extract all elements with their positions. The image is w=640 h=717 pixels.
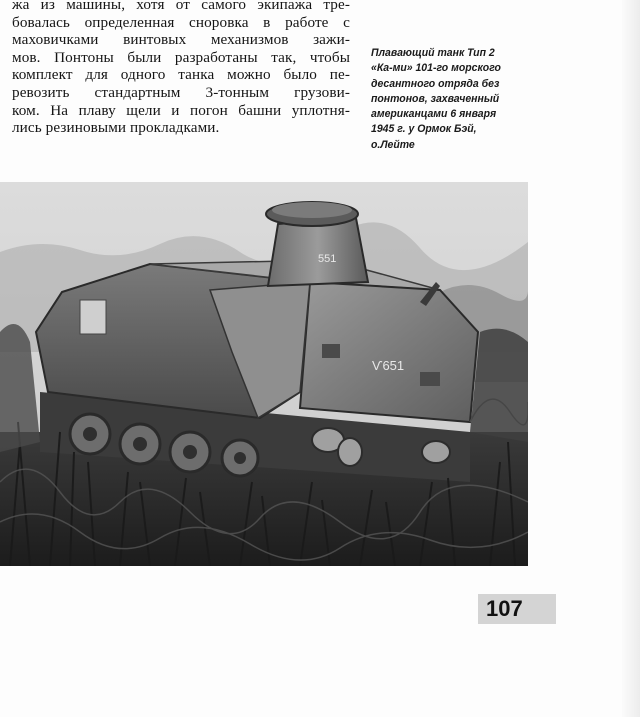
tank-photo-image [0,182,528,566]
page-edge-shadow [622,0,640,717]
body-line: ком. На плаву щели и погон башни уплотня- [12,101,350,119]
hull-marking: Ѵ651 [372,358,405,373]
caption-line: 1945 г. у Ормок Бэй, [371,123,477,136]
body-line: комплект для одного танка можно было пе- [12,66,350,84]
caption-line: десантного отряда без [371,77,500,90]
photo-caption [371,46,527,153]
caption-line: понтонов, захваченный [371,92,500,105]
body-line: лись резиновыми прокладками. [12,119,220,137]
page-number-box [478,594,556,624]
body-line: мов. Понтоны были разработаны так, чтобы [12,48,350,66]
body-line: ревозить стандартным 3-тонным грузови- [12,83,350,101]
tank-photograph [0,182,528,566]
page-number: 107 [486,596,523,621]
body-line: маховичками винтовых механизмов зажи- [12,31,350,49]
turret-marking: 551 [318,253,337,265]
caption-line: «Ка-ми» 101-го морского [371,62,501,75]
caption-line: американцами 6 января [371,108,497,121]
body-line: бовалась определенная сноровка в работе с [12,13,350,31]
body-paragraph [12,0,350,137]
body-line: жа из машины, хотя от самого экипажа тре- [12,0,350,13]
caption-line: Плавающий танк Тип 2 [371,47,495,59]
caption-line: о.Лейте [371,138,415,151]
